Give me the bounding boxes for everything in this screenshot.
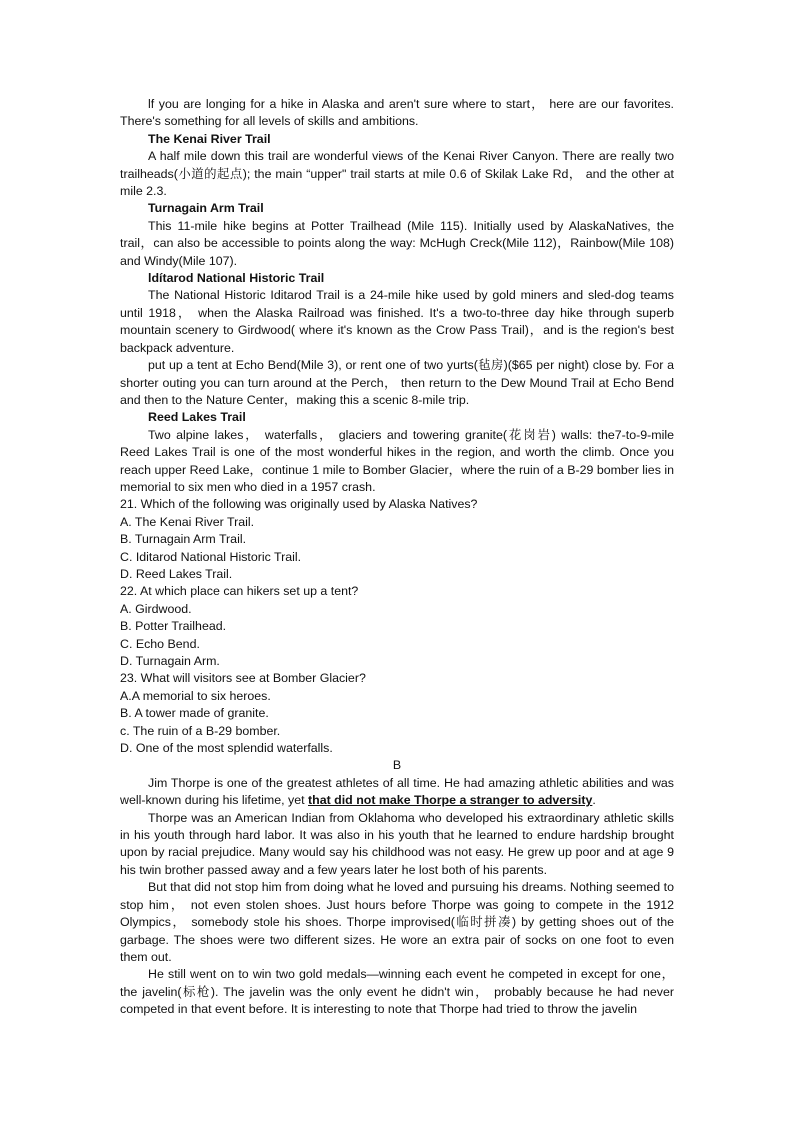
trail-body-turnagain: This 11-mile hike begins at Potter Trailhead (Mile 115). Initially used by AlaskaNatives, the trail，can also be accessible to points along the way: McHugh Creck(Mile 112)，Rainbow(Mile 108) and Windy(Mile 107). [120,218,674,268]
trail-body-reed-lakes: Two alpine lakes， waterfalls， glaciers and towering granite(花岗岩) walls: the7-to-9-mile Reed Lakes Trail is one of the most wonderful hikes in the region, and worth the climb. Once you reach upper Reed Lake，continue 1 mile to Bomber Glacier，where the ruin of a B-29 bomber lies in memorial to six men who died in a 1957 crash. [120,427,674,494]
question-stem: 21. Which of the following was originally used by Alaska Natives? [120,497,478,512]
answer-option: C. Echo Bend. [120,636,200,651]
answer-option: D. Reed Lakes Trail. [120,566,233,581]
answer-option: C. Iditarod National Historic Trail. [120,549,302,564]
trail-body-iditarod-2: put up a tent at Echo Bend(Mile 3), or rent one of two yurts(毡房)($65 per night) close by. For a shorter outing you can turn around at the Perch， then return to the Dew Mound Trail at Echo Bend and then to the Nature Center，making this a scenic 8-mile trip. [120,358,674,407]
answer-option: B. A tower made of granite. [120,706,269,721]
trail-heading-kenai: The Kenai River Trail [148,131,271,146]
passage-b-paragraph-1 [120,775,674,810]
answer-option: B. Potter Trailhead. [120,619,227,634]
trail-heading-iditarod: ldítarod National Historic Trail [148,271,325,286]
trail-heading-reed-lakes: Reed Lakes Trail [148,410,246,425]
passage-b-paragraph-2: Thorpe was an American Indian from Oklahoma who developed his extraordinary athletic skills in his youth through hard labor. It was also in his youth that he learned to endure hardship brought upon by racial prejudice. Many would say his childhood was not easy. He grew up poor and at age 9 his twin brother passed away and a few years later he lost both of his parents. [120,810,674,877]
answer-option: c. The ruin of a B-29 bomber. [120,723,281,738]
trail-body-kenai: A half mile down this trail are wonderful views of the Kenai River Canyon. There are really two trailheads(小道的起点); the main “upper" trail starts at mile 0.6 of Skilak Lake Rd， and the other at mile 2.3. [120,149,674,199]
trail-body-iditarod: The National Historic Iditarod Trail is a 24-mile hike used by gold miners and sled-dog teams until 1918， when the Alaska Railroad was finished. It's a two-to-three day hike through superb mountain scenery to Girdwood( where it's known as the Crow Pass Trail)，and is the region's best backpack adventure. [120,288,674,355]
underlined-phrase: that did not make Thorpe a stranger to adversity [308,793,593,808]
passage-b-paragraph-4: He still went on to win two gold medals—winning each event he competed in except for one，the javelin(标枪). The javelin was the only event he didn't win， probably because he had never competed in that event before. It is interesting to note that Thorpe had tried to throw the javelin [120,967,674,1017]
answer-option: D. Turnagain Arm. [120,654,220,668]
trail-heading-turnagain: Turnagain Arm Trail [148,201,264,216]
p1-end: . [592,793,596,808]
section-label-b: B [392,758,402,773]
answer-option: A. The Kenai River Trail. [120,514,255,529]
answer-option: A. Girdwood. [120,601,192,616]
passage-b-paragraph-3: But that did not stop him from doing what he loved and pursuing his dreams. Nothing seemed to stop him， not even stolen shoes. Just hours before Thorpe was going to compete in the 1912 Olympics， somebody stole his shoes. Thorpe improvised(临时拼凑) by getting shoes out of the garbage. The shoes were two different sizes. He wore an extra pair of socks on one foot to even them out. [120,880,674,964]
answer-option: A.A memorial to six heroes. [120,688,271,703]
question-22 [120,583,674,670]
question-stem: 22. At which place can hikers set up a tent? [120,584,359,599]
p1-text: Jim Thorpe is one of the greatest athletes of all time. He had amazing athletic abilities and was well-known during his lifetime, yet [120,775,674,808]
answer-option: D. One of the most splendid waterfalls. [120,741,333,756]
intro-paragraph: lf you are longing for a hike in Alaska and aren't sure where to start， here are our favorites. There's something for all levels of skills and ambitions. [120,97,674,129]
answer-option: B. Turnagain Arm Trail. [120,532,247,547]
question-21 [120,496,674,583]
question-23 [120,670,674,757]
question-stem: 23. What will visitors see at Bomber Glacier? [120,671,366,686]
